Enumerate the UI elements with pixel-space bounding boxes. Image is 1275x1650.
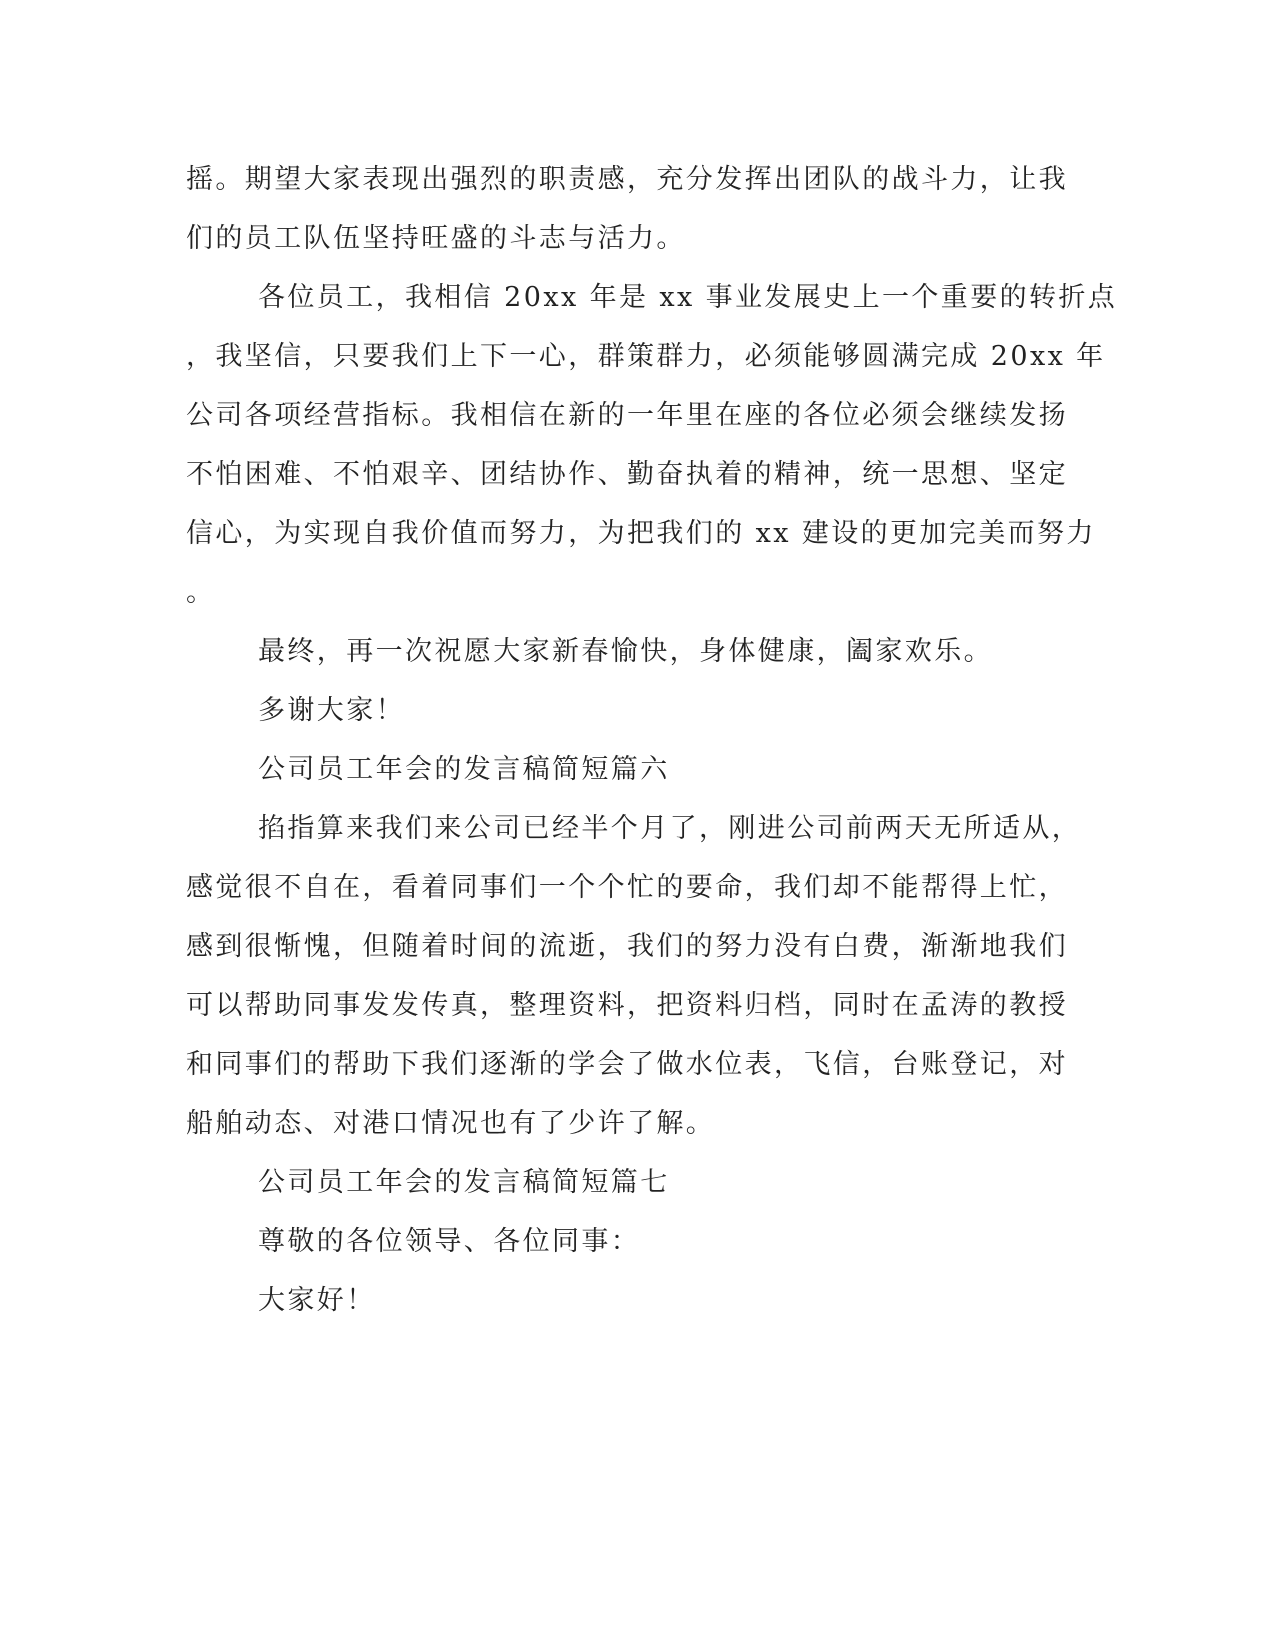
text-line: 感觉很不自在，看着同事们一个个忙的要命，我们却不能帮得上忙， <box>186 872 1068 903</box>
text-line: ，我坚信，只要我们上下一心，群策群力，必须能够圆满完成 20xx 年 <box>186 341 1106 372</box>
section-heading: 公司员工年会的发言稿简短篇七 <box>258 1167 670 1198</box>
text-line: 感到很惭愧，但随着时间的流逝，我们的努力没有白费，渐渐地我们 <box>186 931 1068 962</box>
paragraph-start: 掐指算来我们来公司已经半个月了，刚进公司前两天无所适从， <box>258 813 1082 844</box>
salutation: 尊敬的各位领导、各位同事： <box>258 1226 641 1257</box>
text-line: 们的员工队伍坚持旺盛的斗志与活力。 <box>186 223 686 254</box>
paragraph-start: 多谢大家！ <box>258 695 405 726</box>
text-line: 摇。期望大家表现出强烈的职责感，充分发挥出团队的战斗力，让我 <box>186 164 1068 195</box>
section-heading: 公司员工年会的发言稿简短篇六 <box>258 754 670 785</box>
text-line: 不怕困难、不怕艰辛、团结协作、勤奋执着的精神，统一思想、坚定 <box>186 459 1068 490</box>
text-line: 信心，为实现自我价值而努力，为把我们的 xx 建设的更加完美而努力 <box>186 518 1096 549</box>
text-line: 公司各项经营指标。我相信在新的一年里在座的各位必须会继续发扬 <box>186 400 1068 431</box>
text-line: 。 <box>186 577 216 608</box>
greeting: 大家好！ <box>258 1285 376 1316</box>
paragraph-start: 最终，再一次祝愿大家新春愉快，身体健康，阖家欢乐。 <box>258 636 993 667</box>
text-line: 船舶动态、对港口情况也有了少许了解。 <box>186 1108 716 1139</box>
paragraph-start: 各位员工，我相信 20xx 年是 xx 事业发展史上一个重要的转折点 <box>258 282 1118 313</box>
text-line: 可以帮助同事发发传真，整理资料，把资料归档，同时在孟涛的教授 <box>186 990 1068 1021</box>
text-line: 和同事们的帮助下我们逐渐的学会了做水位表，飞信，台账登记，对 <box>186 1049 1068 1080</box>
